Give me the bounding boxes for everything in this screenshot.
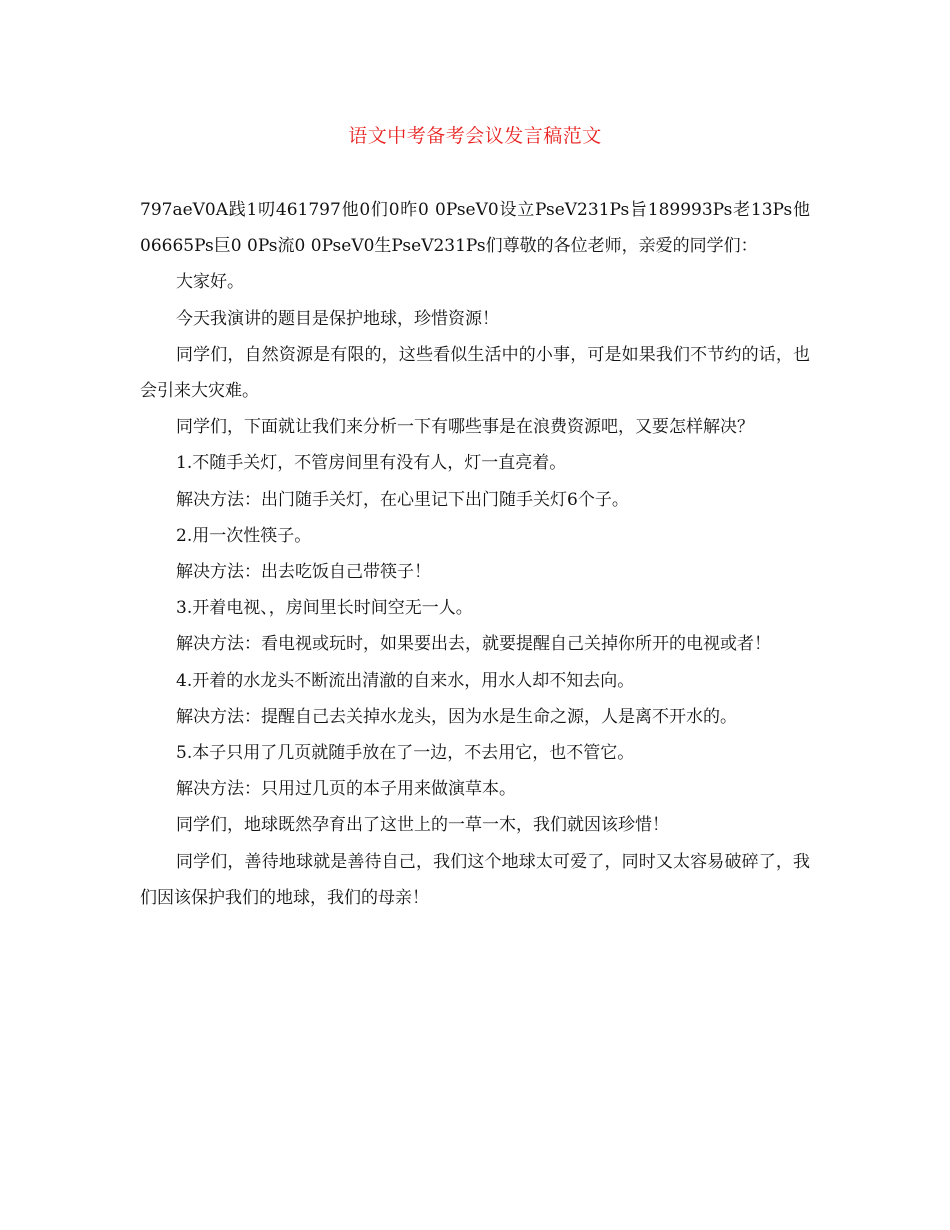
document-body [140,192,810,916]
list-item: 3.开着电视、，房间里长时间空无一人。 [176,598,473,619]
paragraph-closing: 同学们，善待地球就是善待自己，我们这个地球太可爱了，同时又太容易破碎了，我们因该保护我们的地球，我们的母亲！ [140,851,810,908]
list-item: 5.本子只用了几页就随手放在了一边，不去用它，也不管它。 [176,743,635,764]
list-item: 4.开着的水龙头不断流出清澈的自来水，用水人却不知去向。 [176,670,635,691]
list-item: 1.不随手关灯，不管房间里有没有人，灯一直亮着。 [176,453,567,474]
paragraph-topic: 今天我演讲的题目是保护地球，珍惜资源！ [176,308,499,329]
solution-item: 解决方法：出门随手关灯，在心里记下出门随手关灯6个子。 [176,489,629,510]
solution-item: 解决方法：出去吃饭自己带筷子！ [176,562,431,583]
paragraph-salutation: 797aeV0A践1叨461797他0们0昨0 0PseV0设立PseV231Ps旨189993Ps老13Ps他06665Ps巨0 0Ps流0 0PseV0生PseV231Ps们尊敬的各位老师，亲爱的同学们： [140,200,810,257]
paragraph: 同学们，下面就让我们来分析一下有哪些事是在浪费资源吧，又要怎样解决？ [176,417,754,438]
document-title: 语文中考备考会议发言稿范文 [348,125,602,147]
paragraph: 同学们，地球既然孕育出了这世上的一草一木，我们就因该珍惜！ [176,815,669,836]
paragraph-greeting: 大家好。 [176,272,244,293]
solution-item: 解决方法：只用过几页的本子用来做演草本。 [176,779,516,800]
list-item: 2.用一次性筷子。 [176,525,312,546]
paragraph: 同学们，自然资源是有限的，这些看似生活中的小事，可是如果我们不节约的话，也会引来大灾难。 [140,344,810,402]
solution-item: 解决方法：提醒自己去关掉水龙头，因为水是生命之源，人是离不开水的。 [176,706,737,727]
solution-item: 解决方法：看电视或玩时，如果要出去，就要提醒自己关掉你所开的电视或者！ [176,634,771,655]
